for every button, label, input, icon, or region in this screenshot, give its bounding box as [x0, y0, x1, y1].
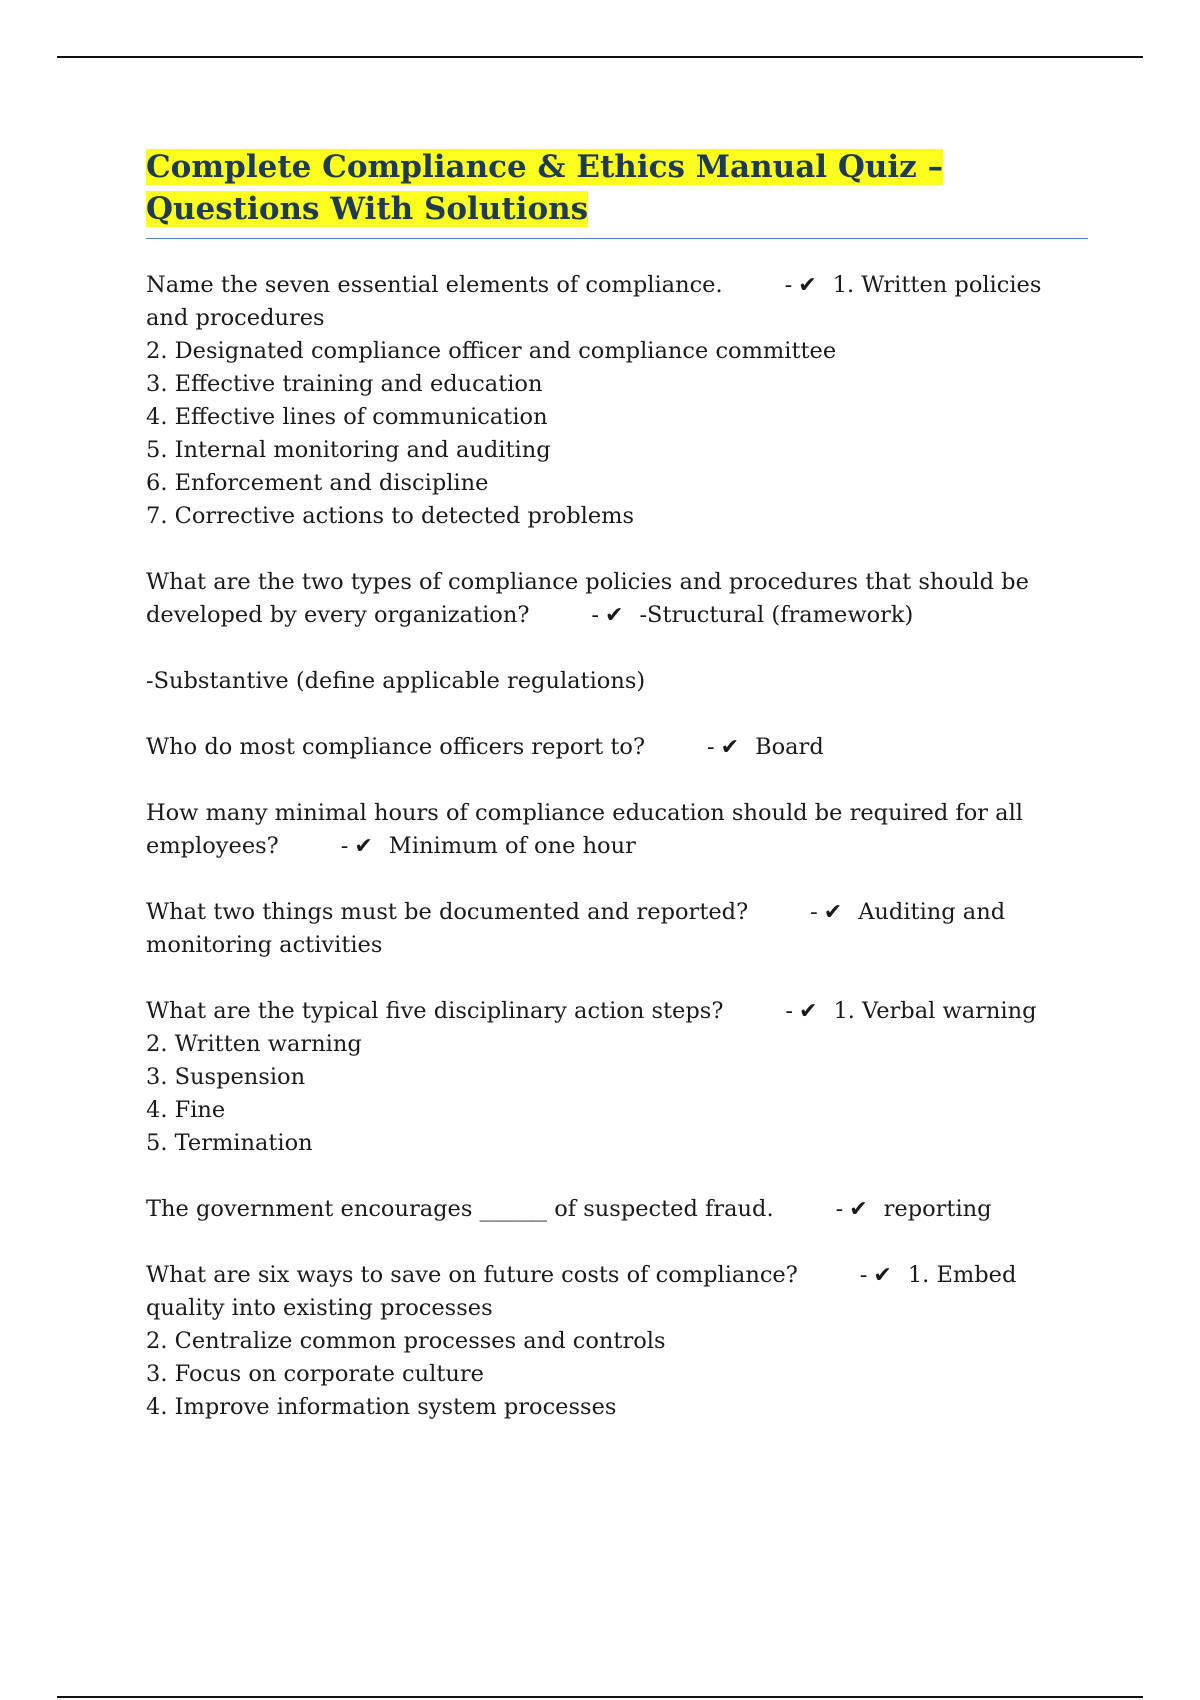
qa-item [146, 995, 1088, 1160]
answer-text: reporting [883, 1196, 992, 1222]
qa-item [146, 566, 1088, 698]
title-underline [146, 238, 1088, 239]
checkmark-icon: ✔ [354, 834, 373, 859]
answer-line: 4. Improve information system processes [146, 1394, 617, 1420]
answer-separator [707, 731, 739, 764]
answer-dash: - [591, 602, 600, 628]
title-line-2: Questions With Solutions [146, 191, 589, 227]
answer-line: -Substantive (define applicable regulations) [146, 668, 646, 694]
question-text: Name the seven essential elements of compliance. [146, 272, 723, 298]
checkmark-icon: ✔ [798, 273, 817, 298]
answer-separator [785, 269, 817, 302]
qa-item [146, 731, 1088, 764]
qa-item [146, 896, 1088, 962]
answer-text: -Structural (framework) [639, 602, 914, 628]
checkmark-icon: ✔ [849, 1197, 868, 1222]
answer-dash: - [810, 899, 818, 925]
answer-text: 1. Verbal warning [833, 998, 1037, 1024]
answer-line: 3. Focus on corporate culture [146, 1361, 484, 1387]
answer-separator [785, 995, 817, 1028]
question-text: The government encourages ______ of suspected fraud. [146, 1196, 774, 1222]
answer-line: 2. Centralize common processes and controls [146, 1328, 666, 1354]
checkmark-icon: ✔ [605, 603, 624, 628]
qa-item [146, 1259, 1088, 1424]
answer-line: 5. Internal monitoring and auditing [146, 437, 551, 463]
answer-separator [836, 1193, 868, 1226]
answer-text: 1. Embed quality into existing processes [146, 1262, 1024, 1321]
answer-text: Board [755, 734, 824, 760]
qa-item [146, 1193, 1088, 1226]
title-line-1: Complete Compliance & Ethics Manual Quiz – [146, 149, 944, 185]
qa-item [146, 797, 1088, 863]
answer-text: Minimum of one hour [388, 833, 636, 859]
question-text: What are the typical five disciplinary action steps? [146, 998, 724, 1024]
page-top-rule [57, 56, 1143, 58]
checkmark-icon: ✔ [720, 735, 740, 760]
qa-item [146, 269, 1088, 533]
answer-line: 4. Effective lines of communication [146, 404, 548, 430]
answer-line [146, 632, 1088, 665]
answer-line: 2. Designated compliance officer and compliance committee [146, 338, 837, 364]
answer-dash: - [835, 1196, 844, 1222]
checkmark-icon: ✔ [823, 900, 843, 925]
answer-text: Auditing and monitoring activities [146, 899, 1013, 958]
answer-line: 6. Enforcement and discipline [146, 470, 489, 496]
answer-text: 1. Written policies and procedures [146, 272, 1049, 331]
answer-separator [860, 1259, 892, 1292]
answer-separator [341, 830, 373, 863]
answer-dash: - [784, 272, 793, 298]
answer-dash: - [859, 1262, 868, 1288]
answer-line: 3. Suspension [146, 1064, 306, 1090]
answer-separator [591, 599, 623, 632]
answer-dash: - [785, 998, 793, 1024]
question-text: What are the two types of compliance policies and procedures that should be developed by every organization? [146, 569, 1037, 628]
checkmark-icon: ✔ [873, 1263, 892, 1288]
answer-line: 5. Termination [146, 1130, 313, 1156]
question-text: How many minimal hours of compliance education should be required for all employees? [146, 800, 1031, 859]
answer-line: 3. Effective training and education [146, 371, 543, 397]
document-title [146, 146, 1088, 230]
answer-separator [810, 896, 842, 929]
question-text: Who do most compliance officers report to? [146, 734, 646, 760]
answer-line: 4. Fine [146, 1097, 226, 1123]
answer-line: 7. Corrective actions to detected problems [146, 503, 635, 529]
document-body [146, 146, 1088, 1457]
qa-list [146, 269, 1088, 1424]
answer-dash: - [340, 833, 349, 859]
question-text: What are six ways to save on future costs of compliance? [146, 1262, 798, 1288]
page-bottom-rule [57, 1696, 1143, 1698]
answer-dash: - [707, 734, 715, 760]
question-text: What two things must be documented and reported? [146, 899, 749, 925]
answer-line: 2. Written warning [146, 1031, 362, 1057]
checkmark-icon: ✔ [799, 999, 818, 1024]
